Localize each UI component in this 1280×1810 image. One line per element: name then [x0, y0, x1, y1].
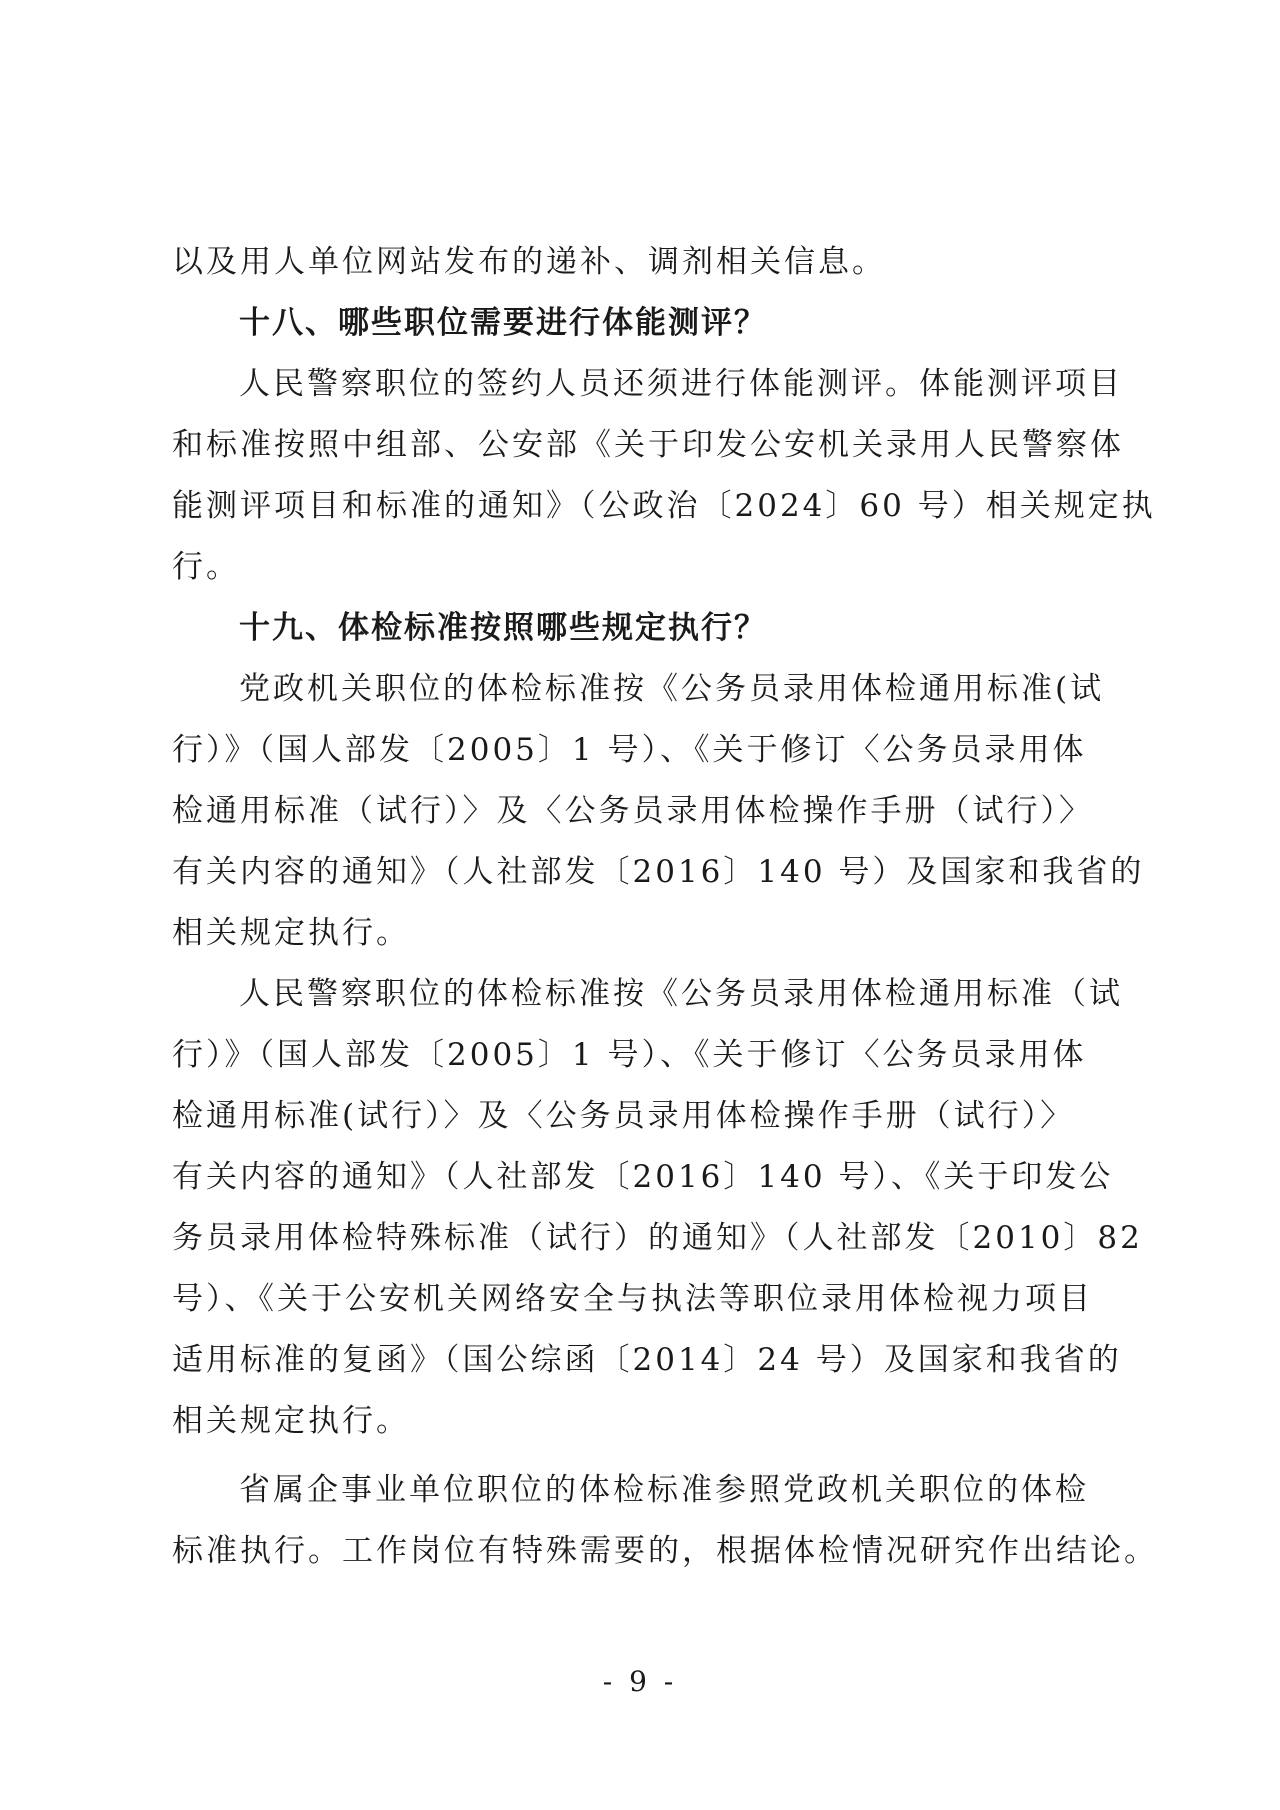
paragraph-line: 有关内容的通知》（人社部发〔2016〕140 号）及国家和我省的: [172, 854, 1145, 890]
paragraph-line: 相关规定执行。: [172, 915, 410, 951]
paragraph-line: 标准执行。工作岗位有特殊需要的，根据体检情况研究作出结论。: [172, 1533, 1158, 1569]
paragraph-line: 号）、《关于公安机关网络安全与执法等职位录用体检视力项目: [172, 1281, 1093, 1317]
paragraph-line: 能测评项目和标准的通知》（公政治〔2024〕60 号）相关规定执: [172, 488, 1156, 524]
paragraph-line: 检通用标准（试行）〉及〈公务员录用体检操作手册（试行）〉: [172, 793, 1093, 829]
paragraph-line: 党政机关职位的体检标准按《公务员录用体检通用标准(试: [239, 671, 1105, 707]
paragraph-line: 省属企事业单位职位的体检标准参照党政机关职位的体检: [239, 1472, 1089, 1508]
paragraph-line: 行）》（国人部发〔2005〕1 号）、《关于修订〈公务员录用体: [172, 1037, 1087, 1073]
text-line: 以及用人单位网站发布的递补、调剂相关信息。: [172, 244, 886, 280]
section-heading-18: 十八、哪些职位需要进行体能测评？: [239, 305, 767, 341]
paragraph-line: 相关规定执行。: [172, 1403, 410, 1439]
paragraph-line: 行）》（国人部发〔2005〕1 号）、《关于修订〈公务员录用体: [172, 732, 1087, 768]
paragraph-line: 务员录用体检特殊标准（试行）的通知》（人社部发〔2010〕82: [172, 1220, 1143, 1256]
section-heading-19: 十九、体检标准按照哪些规定执行？: [239, 610, 767, 646]
paragraph-line: 人民警察职位的签约人员还须进行体能测评。体能测评项目: [239, 366, 1123, 402]
paragraph-line: 行。: [172, 549, 240, 585]
paragraph-line: 人民警察职位的体检标准按《公务员录用体检通用标准（试: [239, 976, 1123, 1012]
paragraph-line: 检通用标准(试行）〉及〈公务员录用体检操作手册（试行）〉: [172, 1098, 1075, 1134]
page-number: - 9 -: [602, 1665, 678, 1698]
document-body: [172, 232, 1158, 1582]
paragraph-line: 有关内容的通知》（人社部发〔2016〕140 号）、《关于印发公: [172, 1159, 1114, 1195]
paragraph-line: 适用标准的复函》（国公综函〔2014〕24 号）及国家和我省的: [172, 1342, 1122, 1378]
paragraph-line: 和标准按照中组部、公安部《关于印发公安机关录用人民警察体: [172, 427, 1124, 463]
paragraph-gap: [172, 1452, 1112, 1460]
